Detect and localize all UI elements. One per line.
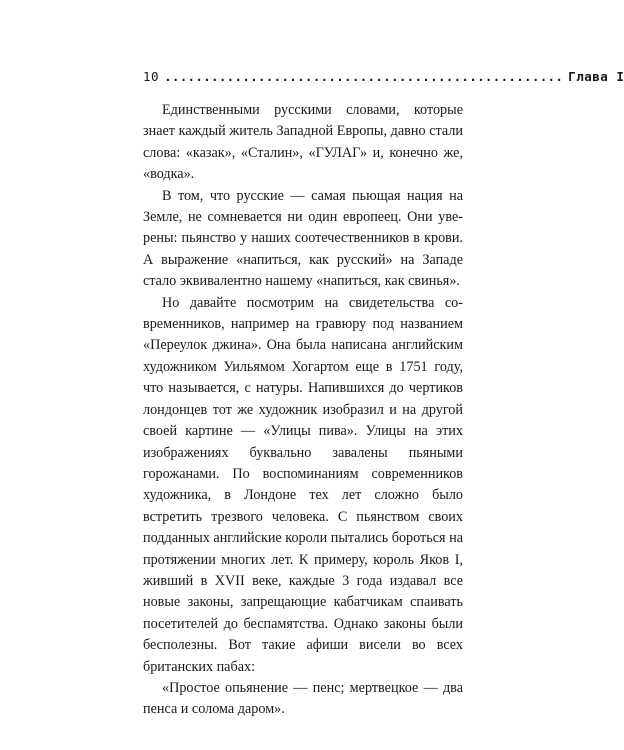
running-head (143, 66, 624, 88)
chapter-title: Глава I (568, 69, 624, 84)
book-page (143, 66, 624, 721)
leader-dots: ................................................... (164, 69, 564, 84)
paragraph: Единственными русскими словами, которые знает каждый житель Западной Европы, давно стали слова: «казак», «Сталин», «ГУЛАГ» и, конечно же, «водка». (143, 102, 463, 183)
paragraph: «Простое опьянение — пенс; мертвецкое — два пенса и солома даром». (143, 679, 463, 718)
page-number: 10 (143, 69, 160, 84)
body-text (143, 100, 463, 721)
paragraph: В том, что русские — самая пьющая нация на Земле, не сомневается ни один европеец. Они уверены: пьянство у наших соотечественников в крови. А выражение «напиться, как русский» на Западе стало эквивалентно нашему «напиться, как свинья». (143, 187, 463, 290)
paragraph: Но давайте посмотрим на свидетельства современников, например на гравюру под названием «Переулок джина». Она была написана английским художником Уильямом Хогартом еще в 1751 году, что называется, с натуры. Напившихся до чертиков лондонцев тот же художник изобразил и на другой своей картине — «Улицы пива». Улицы на этих изображениях буквально завалены пьяными горожанами. По воспоминаниям современников художника, в Лондоне тех лет сложно было встретить трезвого человека. С пьянством своих подданных английские короли пытались бороться на протяжении многих лет. К примеру, король Яков I, живший в XVII веке, каждые 3 года издавал все новые законы, запрещающие кабатчикам спаивать посетителей до беспамятства. Однако законы были бесполезны. Вот такие афиши висели во всех британских пабах: (143, 294, 463, 675)
